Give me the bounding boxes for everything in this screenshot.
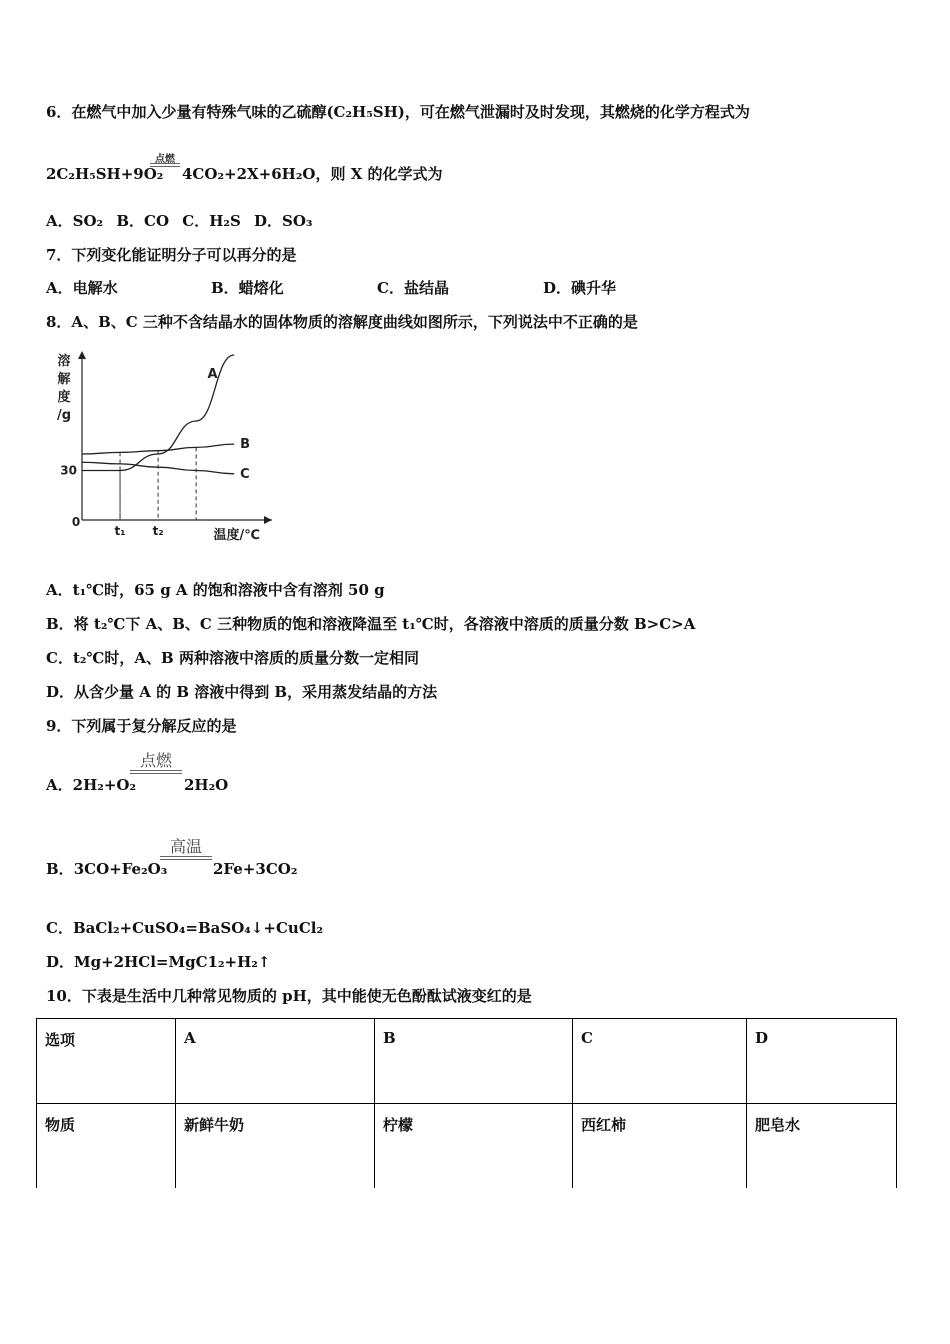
q6-eq-condition: 点燃 xyxy=(155,154,175,165)
q9-b-left: 3CO+Fe₂O₃ xyxy=(73,860,168,878)
q7-option-a[interactable]: A．电解水 xyxy=(46,279,118,297)
q8-option-c[interactable]: C．t₂℃时，A、B 两种溶液中溶质的质量分数一定相同 xyxy=(46,649,419,667)
q6-eq-left: 2C₂H₅SH+9O₂ xyxy=(46,165,164,183)
q7-option-d[interactable]: D．碘升华 xyxy=(543,279,617,297)
series-label-b: B xyxy=(240,437,251,453)
q9-option-c[interactable]: C．BaCl₂+CuSO₄=BaSO₄↓+CuCl₂ xyxy=(46,919,324,937)
table-cell: 物质 xyxy=(37,1104,176,1188)
table-row xyxy=(37,1019,897,1104)
table-cell: 西红柿 xyxy=(573,1104,747,1188)
x-tick-label: t₁ xyxy=(114,524,126,538)
q9-a-eq-sign xyxy=(130,770,182,774)
q8-stem: 8．A、B、C 三种不含结晶水的固体物质的溶解度曲线如图所示，下列说法中不正确的是 xyxy=(46,313,638,331)
y-axis-label: 溶 xyxy=(57,354,71,369)
q9-a-right-wrap xyxy=(184,775,228,795)
q6-equation xyxy=(46,164,163,184)
table-cell: B xyxy=(375,1019,573,1104)
q6-option-d[interactable]: D．SO₃ xyxy=(254,212,313,230)
origin-label: 0 xyxy=(71,515,81,529)
q9-a-right: 2H₂O xyxy=(184,776,229,794)
q9-stem: 9．下列属于复分解反应的是 xyxy=(46,717,237,735)
q8-option-d[interactable]: D．从含少量 A 的 B 溶液中得到 B，采用蒸发结晶的方法 xyxy=(46,683,438,701)
table-cell: D xyxy=(747,1019,897,1104)
table-cell: C xyxy=(573,1019,747,1104)
q8-option-a[interactable]: A．t₁℃时，65 g A 的饱和溶液中含有溶剂 50 g xyxy=(46,581,385,599)
q7-stem: 7．下列变化能证明分子可以再分的是 xyxy=(46,246,297,264)
x-tick-label: t₂ xyxy=(152,524,164,538)
y-axis-label: 解 xyxy=(57,372,71,387)
x-axis-arrow xyxy=(264,516,272,524)
q6-option-a[interactable]: A．SO₂ xyxy=(46,212,104,230)
table-cell: 柠檬 xyxy=(375,1104,573,1188)
table-row xyxy=(37,1104,897,1188)
q9-b-condition: 高温 xyxy=(169,837,202,856)
table-cell: A xyxy=(176,1019,375,1104)
q9-b-right: 2Fe+3CO₂ xyxy=(213,860,298,878)
q8-option-b[interactable]: B．将 t₂℃下 A、B、C 三种物质的饱和溶液降温至 t₁℃时，各溶液中溶质的质量分数 B>C>A xyxy=(46,615,696,633)
q7-option-b[interactable]: B．蜡熔化 xyxy=(211,279,284,297)
q9-b-label: B． xyxy=(46,860,74,878)
series-label-a: A xyxy=(207,367,218,383)
y-axis-arrow xyxy=(78,351,86,359)
q6-option-b[interactable]: B．CO xyxy=(116,212,170,230)
q6-eq-right: 4CO₂+2X+6H₂O，则 X 的化学式为 xyxy=(182,165,443,183)
solubility-chart xyxy=(50,345,280,545)
q9-a-condition: 点燃 xyxy=(139,751,172,770)
q6-eq-sign xyxy=(150,163,180,167)
q9-option-a[interactable] xyxy=(46,775,136,795)
q9-b-right-wrap xyxy=(213,859,297,879)
y-axis-label: 度 xyxy=(57,390,71,405)
q7-option-c[interactable]: C．盐结晶 xyxy=(377,279,449,297)
y-tick-label: 30 xyxy=(60,463,77,478)
q6-eq-right-wrap xyxy=(182,164,443,184)
q9-option-b[interactable] xyxy=(46,859,167,879)
ph-table xyxy=(36,1018,897,1188)
table-cell: 新鲜牛奶 xyxy=(176,1104,375,1188)
q9-a-left: 2H₂+O₂ xyxy=(72,776,137,794)
q6-option-c[interactable]: C．H₂S xyxy=(182,212,241,230)
table-cell: 肥皂水 xyxy=(747,1104,897,1188)
series-label-c: C xyxy=(240,466,250,482)
q9-option-d[interactable]: D．Mg+2HCl=MgC1₂+H₂↑ xyxy=(46,953,271,971)
q9-b-eq-sign xyxy=(160,856,212,860)
q10-stem: 10．下表是生活中几种常见物质的 pH，其中能使无色酚酞试液变红的是 xyxy=(46,987,532,1005)
q6-stem: 6．在燃气中加入少量有特殊气味的乙硫醇(C₂H₅SH)，可在燃气泄漏时及时发现，其燃烧的化学方程式为 xyxy=(46,103,750,121)
y-axis-label: /g xyxy=(56,408,72,423)
table-cell: 选项 xyxy=(37,1019,176,1104)
q6-options xyxy=(46,211,313,231)
q9-a-label: A． xyxy=(46,776,73,794)
x-axis-label: 温度/℃ xyxy=(213,528,260,543)
